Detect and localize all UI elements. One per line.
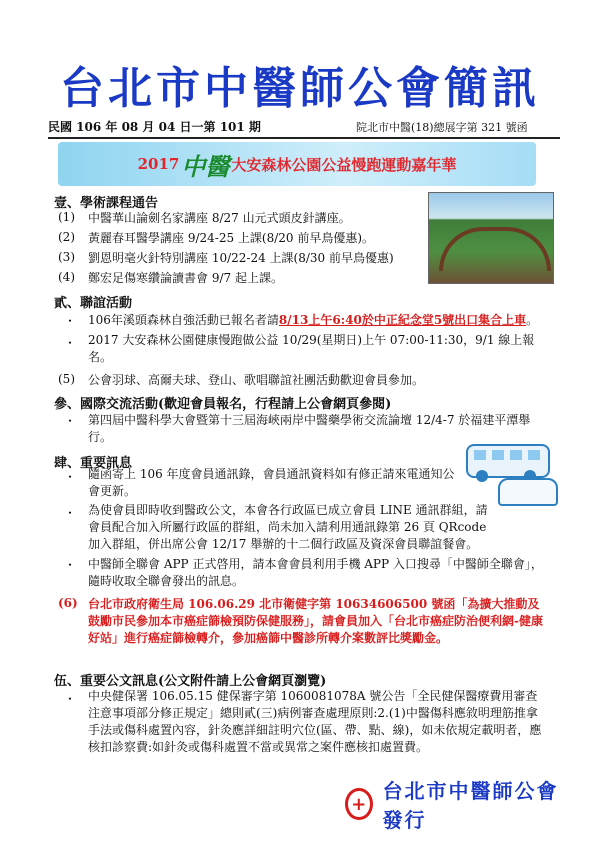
list-item — [88, 312, 543, 329]
bullet-icon: ・ — [64, 414, 77, 428]
item-number: (4) — [58, 270, 75, 284]
list-item: 2017 大安森林公園健康慢跑做公益 10/29(星期日)上午 07:00-11:30，9/1 線上報名。 — [88, 333, 535, 364]
bus-window — [510, 450, 522, 460]
item-number: (3) — [58, 250, 75, 264]
list-item: 中醫華山論劍名家講座 8/27 山元式頭皮針講座。 — [88, 211, 351, 225]
list-item-alert: 台北市政府衛生局 106.06.29 北市衛健字第 10634606500 號函「為擴大推動及鼓勵市民參加本市癌症篩檢預防保健服務」，請會員加入「台北市癌症防治便利網-健康好站」進行癌症篩檢轉介，參加癌篩中醫診所轉介案數評比獎勵金。 — [88, 597, 543, 645]
publisher-name: 台北市中醫師公會發行 — [382, 779, 559, 832]
publisher-footer — [345, 779, 565, 832]
bus-window — [474, 450, 486, 460]
list-item: 中央健保署 106.05.15 健保審字第 1060081078A 號公告「全民健保醫療費用審查注意事項部分修正規定」總則貳(三)病例審查處理原則:2.(1)中醫傷科應敘明理筋推拿手法或傷科處置內容，針灸應詳細註明穴位(區、帶、點、線)，如未依規定載明者，應核扣診察費:如針灸或傷科處置不當或異常之案件應核扣處置費。 — [88, 689, 542, 754]
banner-text: 大安森林公園公益慢跑運動嘉年華 — [231, 155, 457, 174]
bullet-icon: ・ — [64, 470, 77, 484]
section-heading-academic: 壹、學術課程通告 — [54, 196, 159, 211]
banner-year: 2017 — [137, 155, 180, 173]
association-logo-icon: + — [345, 788, 373, 820]
event-banner — [58, 142, 536, 186]
banner-highlight: 中醫 — [181, 151, 230, 181]
bridge-shape — [439, 227, 551, 271]
item-text: 。 — [526, 313, 539, 327]
license-number: 院北市中醫(18)總展字第 321 號函 — [356, 121, 528, 134]
item-number: (6) — [58, 596, 78, 610]
bus-window — [528, 450, 540, 460]
bullet-icon: ・ — [64, 692, 77, 706]
list-item: 鄭宏足傷寒纘論讀書會 9/7 起上課。 — [88, 271, 283, 285]
bus-window — [492, 450, 504, 460]
list-item: 第四屆中醫科學大會暨第十三屆海峽兩岸中醫藥學術交流論壇 12/4-7 於福建平潭舉行。 — [88, 413, 531, 444]
park-bridge-photo — [428, 192, 554, 284]
list-item: 中醫師全聯會 APP 正式啓用，請本會會員利用手機 APP 入口搜尋「中醫師全聯會」，隨時收取全聯會發出的訊息。 — [88, 557, 543, 588]
bullet-icon: ・ — [64, 314, 77, 328]
issue-date: 民國 106 年 08 月 04 日一第 101 期 — [48, 120, 261, 134]
list-item: 隨函寄上 106 年度會員通訊錄，會員通訊資料如有修正請來電通知公會更新。 — [88, 467, 455, 498]
section-heading-international: 參、國際交流活動(歡迎會員報名，行程請上公會網頁參閱) — [54, 397, 392, 412]
item-number: (1) — [58, 210, 75, 224]
newsletter-title: 台北市中醫師公會簡訊 — [60, 63, 540, 114]
bullet-icon: ・ — [64, 558, 77, 572]
item-number: (2) — [58, 230, 75, 244]
highlight-text: 8/13上午6:40於中正紀念堂5號出口集合上車 — [278, 313, 527, 327]
bullet-icon: ・ — [64, 336, 77, 350]
car-illustration — [498, 478, 558, 506]
header-divider — [48, 137, 560, 139]
section-heading-notices: 肆、重要訊息 — [54, 456, 133, 471]
item-text: 106年溪頭森林自強活動已報名者請 — [88, 313, 279, 327]
list-item: 公會羽球、高爾夫球、登山、歌唱聯誼社團活動歡迎會員參加。 — [88, 373, 425, 387]
list-item: 為使會員即時收到醫政公文，本會各行政區已成立會員 LINE 通訊群組，請會員配合加入所屬行政區的群組，尚未加入請利用通訊錄第 26 頁 QRcode 加入群組，併出席公會 12/17 舉辦的十二個行政區及資深會員聯誼餐會。 — [88, 503, 488, 551]
bullet-icon: ・ — [64, 506, 77, 520]
bus-wheel — [476, 470, 488, 482]
section-heading-documents: 伍、重要公文訊息(公文附件請上公會網頁瀏覽) — [54, 674, 327, 689]
list-item: 劉恩明毫火針特別講座 10/22-24 上課(8/30 前早鳥優惠) — [88, 251, 394, 265]
section-heading-social: 貳、聯誼活動 — [54, 296, 133, 311]
item-number: (5) — [58, 372, 75, 386]
list-item: 黃麗春耳醫學講座 9/24-25 上課(8/20 前早鳥優惠)。 — [88, 231, 375, 245]
